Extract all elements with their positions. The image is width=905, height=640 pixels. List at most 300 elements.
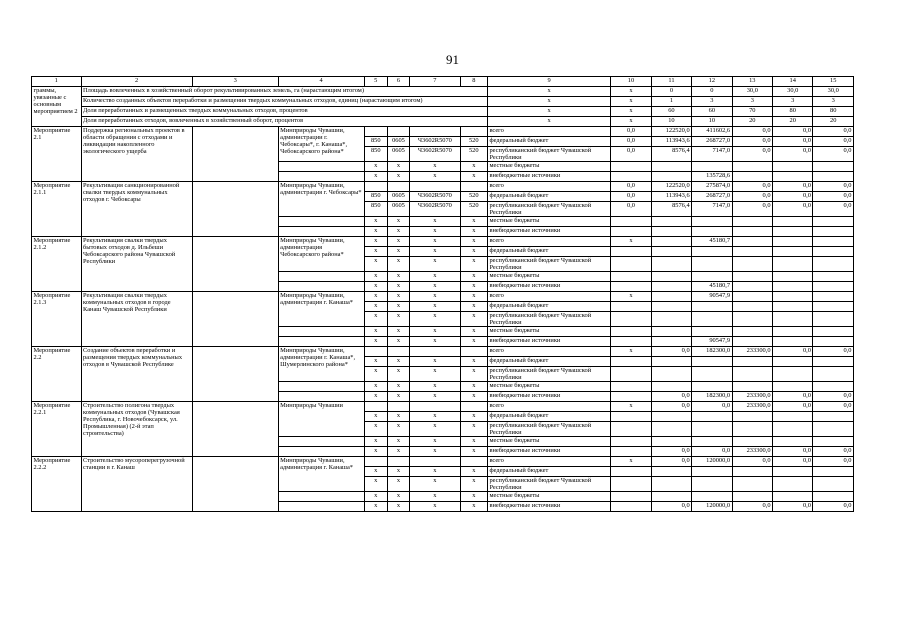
- cell-value: [732, 217, 772, 227]
- expense-type: 520: [460, 192, 487, 202]
- measure-name: Строительство мусороперегрузочной станции в г. Канаш: [81, 457, 192, 512]
- funding-source: местные бюджеты: [487, 162, 610, 172]
- cell-value: [611, 172, 651, 182]
- grbs-code: x: [364, 447, 387, 457]
- cell-value: 8576,4: [651, 202, 691, 217]
- cell-value: [813, 382, 854, 392]
- cell-value: [773, 247, 813, 257]
- cell-value: [692, 367, 732, 382]
- cell-value: [732, 247, 772, 257]
- cell-value: [813, 217, 854, 227]
- cell-value: [773, 357, 813, 367]
- column-number-row: [32, 77, 854, 87]
- section-code: 0605: [387, 137, 409, 147]
- cell-value: [692, 437, 732, 447]
- indicator-row: [32, 117, 854, 127]
- target-code: x: [410, 422, 461, 437]
- cell-value: [611, 392, 651, 402]
- cell-value: 8576,4: [651, 147, 691, 162]
- cell-value: [813, 422, 854, 437]
- measure-name: Рекультивация свалки твердых коммунальных отходов в городе Канаш Чувашской Республики: [81, 292, 192, 347]
- cell-value: [651, 302, 691, 312]
- cell-value: 0,0: [813, 447, 854, 457]
- section-code: [387, 347, 409, 357]
- expense-type: x: [460, 437, 487, 447]
- cell-value: 60: [692, 107, 732, 117]
- cell-value: [692, 477, 732, 492]
- column-number: 6: [387, 77, 409, 87]
- cell-empty: [278, 392, 364, 402]
- section-code: x: [387, 382, 409, 392]
- expense-type: x: [460, 272, 487, 282]
- cell-value: [611, 162, 651, 172]
- cell-value: [611, 502, 651, 512]
- grbs-code: 850: [364, 147, 387, 162]
- cell-value: [611, 227, 651, 237]
- cell-value: [651, 367, 691, 382]
- cell-empty: [278, 172, 364, 182]
- page-number: 91: [446, 52, 459, 67]
- cell-value: [651, 172, 691, 182]
- cell-value: 0,0: [773, 127, 813, 137]
- cell-value: [651, 422, 691, 437]
- cell-value: 0,0: [732, 502, 772, 512]
- cell-value: [732, 337, 772, 347]
- target-code: x: [410, 247, 461, 257]
- cell-value: [651, 312, 691, 327]
- cell-value: [732, 492, 772, 502]
- expense-type: [460, 457, 487, 467]
- section-code: [387, 402, 409, 412]
- cell-value: x: [611, 237, 651, 247]
- cell-value: [611, 217, 651, 227]
- cell-value: x: [611, 117, 651, 127]
- cell-value: 20: [773, 117, 813, 127]
- cell-value: [813, 312, 854, 327]
- table-row: [32, 457, 854, 467]
- cell-value: 0,0: [813, 502, 854, 512]
- funding-source: всего: [487, 402, 610, 412]
- cell-value: [611, 382, 651, 392]
- target-code: x: [410, 172, 461, 182]
- cell-value: [651, 337, 691, 347]
- section-code: x: [387, 247, 409, 257]
- cell-value: [732, 422, 772, 437]
- target-code: x: [410, 162, 461, 172]
- cell-value: [611, 492, 651, 502]
- cell-value: [813, 467, 854, 477]
- grbs-code: 850: [364, 192, 387, 202]
- target-code: x: [410, 367, 461, 382]
- cell-value: [611, 337, 651, 347]
- cell-value: 0,0: [732, 182, 772, 192]
- column-number: 12: [692, 77, 732, 87]
- table-row: [32, 347, 854, 357]
- section-code: [387, 182, 409, 192]
- section-code: 0605: [387, 192, 409, 202]
- cell-value: 3: [813, 97, 854, 107]
- cell-value: [651, 237, 691, 247]
- target-code: x: [410, 257, 461, 272]
- cell-value: x: [611, 87, 651, 97]
- cell-value: 45180,7: [692, 237, 732, 247]
- cell-value: [813, 477, 854, 492]
- cell-value: [813, 257, 854, 272]
- cell-value: [773, 272, 813, 282]
- cell-value: 0,0: [813, 182, 854, 192]
- target-code: x: [410, 392, 461, 402]
- table-row: [32, 127, 854, 137]
- cell-value: 0,0: [773, 392, 813, 402]
- cell-value: [732, 412, 772, 422]
- cell-value: [773, 302, 813, 312]
- grbs-code: x: [364, 477, 387, 492]
- cell-value: 275874,0: [692, 182, 732, 192]
- cell-value: [813, 492, 854, 502]
- expense-type: [460, 402, 487, 412]
- expense-type: x: [460, 282, 487, 292]
- cell-value: [651, 162, 691, 172]
- cell-value: [773, 382, 813, 392]
- cell-value: 30,0: [732, 87, 772, 97]
- cell-value: 90547,9: [692, 292, 732, 302]
- grbs-code: [364, 457, 387, 467]
- cell-value: [813, 237, 854, 247]
- cell-value: [773, 337, 813, 347]
- section-code: x: [387, 477, 409, 492]
- cell-value: 0,0: [651, 402, 691, 412]
- cell-value: [611, 367, 651, 382]
- funding-source: республиканский бюджет Чувашской Республики: [487, 257, 610, 272]
- section-code: x: [387, 237, 409, 247]
- expense-type: 520: [460, 137, 487, 147]
- cell-empty: [278, 217, 364, 227]
- column-number: 14: [773, 77, 813, 87]
- funding-source: местные бюджеты: [487, 437, 610, 447]
- cell-value: x: [487, 87, 610, 97]
- cell-empty: [278, 437, 364, 447]
- section-code: x: [387, 412, 409, 422]
- measure-code: Мероприятие 2.2: [32, 347, 82, 402]
- cell-value: [773, 412, 813, 422]
- cell-value: 0,0: [732, 457, 772, 467]
- column-number: 10: [611, 77, 651, 87]
- grbs-code: x: [364, 502, 387, 512]
- cell-value: [732, 292, 772, 302]
- expense-type: x: [460, 447, 487, 457]
- cell-value: [692, 382, 732, 392]
- target-code: Ч3602R5070: [410, 147, 461, 162]
- target-code: x: [410, 282, 461, 292]
- cell-value: [773, 327, 813, 337]
- cell-value: 0,0: [611, 127, 651, 137]
- funding-source: местные бюджеты: [487, 382, 610, 392]
- cell-value: x: [487, 107, 610, 117]
- cell-value: 10: [692, 117, 732, 127]
- cell-value: [773, 237, 813, 247]
- grbs-code: 850: [364, 137, 387, 147]
- funding-source: республиканский бюджет Чувашской Республики: [487, 477, 610, 492]
- column-number: 1: [32, 77, 82, 87]
- column-number: 8: [460, 77, 487, 87]
- cell-value: [732, 227, 772, 237]
- section-code: x: [387, 357, 409, 367]
- cell-value: [651, 247, 691, 257]
- funding-source: всего: [487, 127, 610, 137]
- grbs-code: [364, 347, 387, 357]
- cell-value: [611, 312, 651, 327]
- cell-value: 268727,0: [692, 137, 732, 147]
- cell-value: 233300,0: [732, 392, 772, 402]
- target-code: x: [410, 272, 461, 282]
- program-table: [31, 76, 854, 512]
- cell-value: [651, 272, 691, 282]
- expense-type: x: [460, 237, 487, 247]
- expense-type: x: [460, 162, 487, 172]
- funding-source: федеральный бюджет: [487, 357, 610, 367]
- expense-type: x: [460, 357, 487, 367]
- cell-value: [692, 467, 732, 477]
- cell-value: [651, 292, 691, 302]
- indicator-name: Количество созданных объектов переработки и размещения твердых коммунальных отходов, единиц (нарастающим итогом): [81, 97, 487, 107]
- expense-type: x: [460, 367, 487, 382]
- expense-type: x: [460, 247, 487, 257]
- cell-value: 0,0: [773, 147, 813, 162]
- cell-value: [813, 272, 854, 282]
- cell-value: [813, 292, 854, 302]
- cell-value: 0,0: [773, 192, 813, 202]
- cell-value: [692, 357, 732, 367]
- cell-value: [732, 162, 772, 172]
- target-code: x: [410, 237, 461, 247]
- cell-value: 0,0: [773, 347, 813, 357]
- cell-value: [611, 467, 651, 477]
- funding-source: внебюджетные источники: [487, 502, 610, 512]
- cell-value: [732, 237, 772, 247]
- cell-value: [732, 367, 772, 382]
- cell-empty: [278, 337, 364, 347]
- cell-value: [611, 257, 651, 272]
- measure-name: Рекультивация санкционированной свалки твердых коммунальных отходов г. Чебоксары: [81, 182, 192, 237]
- measure-empty: [192, 237, 278, 292]
- target-code: x: [410, 302, 461, 312]
- cell-value: 30,0: [773, 87, 813, 97]
- cell-value: 0,0: [732, 137, 772, 147]
- cell-value: 0,0: [611, 137, 651, 147]
- target-code: Ч3602R5070: [410, 202, 461, 217]
- funding-source: федеральный бюджет: [487, 412, 610, 422]
- cell-value: 0,0: [773, 502, 813, 512]
- funding-source: республиканский бюджет Чувашской Республики: [487, 147, 610, 162]
- cell-value: [692, 302, 732, 312]
- grbs-code: x: [364, 392, 387, 402]
- grbs-code: x: [364, 172, 387, 182]
- section-code: x: [387, 492, 409, 502]
- cell-value: [611, 272, 651, 282]
- table-row: [32, 237, 854, 247]
- cell-value: 0,0: [813, 127, 854, 137]
- cell-value: [692, 422, 732, 437]
- cell-value: [651, 412, 691, 422]
- cell-empty: [278, 382, 364, 392]
- cell-value: 122520,0: [651, 127, 691, 137]
- cell-value: [651, 437, 691, 447]
- funding-source: федеральный бюджет: [487, 467, 610, 477]
- measure-name: Строительство полигона твердых коммунальных отходов (Чувашская Республика, г. Новочебоксарск, ул. Промышленная) (2-й этап строительства): [81, 402, 192, 457]
- section-code: x: [387, 282, 409, 292]
- grbs-code: x: [364, 247, 387, 257]
- grbs-code: x: [364, 422, 387, 437]
- expense-type: x: [460, 392, 487, 402]
- grbs-code: 850: [364, 202, 387, 217]
- cell-value: 0,0: [773, 182, 813, 192]
- target-code: x: [410, 312, 461, 327]
- funding-source: местные бюджеты: [487, 217, 610, 227]
- grbs-code: x: [364, 492, 387, 502]
- column-number: 5: [364, 77, 387, 87]
- section-code: [387, 127, 409, 137]
- target-code: x: [410, 357, 461, 367]
- section-code: x: [387, 447, 409, 457]
- cell-value: 0,0: [611, 182, 651, 192]
- cell-value: 30,0: [813, 87, 854, 97]
- cell-value: 80: [773, 107, 813, 117]
- column-number: 3: [192, 77, 278, 87]
- target-code: x: [410, 292, 461, 302]
- cell-value: 0,0: [611, 147, 651, 162]
- cell-value: [773, 292, 813, 302]
- measure-responsible: Минприроды Чувашии, администрация Чебоксарского района*: [278, 237, 364, 272]
- cell-value: 0,0: [732, 192, 772, 202]
- cell-value: 0,0: [813, 192, 854, 202]
- funding-source: местные бюджеты: [487, 327, 610, 337]
- cell-value: 0,0: [773, 447, 813, 457]
- cell-value: [773, 257, 813, 272]
- cell-value: [732, 272, 772, 282]
- cell-value: [773, 172, 813, 182]
- target-code: [410, 182, 461, 192]
- cell-value: [773, 162, 813, 172]
- cell-value: [692, 412, 732, 422]
- cell-value: 0,0: [692, 402, 732, 412]
- expense-type: x: [460, 502, 487, 512]
- cell-value: 0: [692, 87, 732, 97]
- cell-value: [773, 312, 813, 327]
- section-code: [387, 457, 409, 467]
- funding-source: внебюджетные источники: [487, 337, 610, 347]
- grbs-code: x: [364, 412, 387, 422]
- cell-value: [773, 437, 813, 447]
- target-code: [410, 457, 461, 467]
- cell-value: 3: [732, 97, 772, 107]
- measure-code: Мероприятие 2.2.1: [32, 402, 82, 457]
- column-number: 15: [813, 77, 854, 87]
- column-number: 2: [81, 77, 192, 87]
- measure-empty: [192, 292, 278, 347]
- cell-value: [651, 257, 691, 272]
- expense-type: x: [460, 217, 487, 227]
- cell-value: [651, 282, 691, 292]
- cell-value: 80: [813, 107, 854, 117]
- cell-value: 0,0: [651, 392, 691, 402]
- expense-type: x: [460, 227, 487, 237]
- cell-value: 20: [732, 117, 772, 127]
- expense-type: x: [460, 172, 487, 182]
- measure-empty: [192, 182, 278, 237]
- measure-code: Мероприятие 2.2.2: [32, 457, 82, 512]
- indicator-name: Площадь вовлеченных в хозяйственный оборот рекультивированных земель, га (нарастающим итогом): [81, 87, 487, 97]
- target-code: x: [410, 437, 461, 447]
- section-code: x: [387, 367, 409, 382]
- cell-value: [651, 357, 691, 367]
- section-code: x: [387, 302, 409, 312]
- target-code: x: [410, 412, 461, 422]
- cell-value: [813, 367, 854, 382]
- cell-value: [813, 247, 854, 257]
- cell-value: 0,0: [813, 402, 854, 412]
- measure-name: Рекультивация свалки твердых бытовых отходов д. Ильбеши Чебоксарского района Чувашской Республики: [81, 237, 192, 292]
- funding-source: внебюджетные источники: [487, 392, 610, 402]
- cell-empty: [278, 327, 364, 337]
- cell-value: [732, 172, 772, 182]
- funding-source: федеральный бюджет: [487, 302, 610, 312]
- measure-responsible: Минприроды Чувашии, администрации г. Чебоксары*, г. Канаша*, Чебоксарского района*: [278, 127, 364, 162]
- cell-value: 135728,6: [692, 172, 732, 182]
- cell-value: 0,0: [773, 202, 813, 217]
- cell-value: [611, 357, 651, 367]
- section-code: x: [387, 437, 409, 447]
- indicator-name: Доля переработанных и размещенных твердых коммунальных отходов, процентов: [81, 107, 487, 117]
- section-code: x: [387, 327, 409, 337]
- target-code: x: [410, 382, 461, 392]
- column-number: 9: [487, 77, 610, 87]
- cell-value: [692, 162, 732, 172]
- section-code: x: [387, 467, 409, 477]
- funding-source: внебюджетные источники: [487, 282, 610, 292]
- funding-source: внебюджетные источники: [487, 227, 610, 237]
- cell-value: [773, 367, 813, 382]
- cell-value: x: [611, 347, 651, 357]
- measure-responsible: Минприроды Чувашии, администрация г. Чебоксары*: [278, 182, 364, 217]
- cell-value: [813, 162, 854, 172]
- cell-value: x: [611, 402, 651, 412]
- cell-value: [611, 302, 651, 312]
- section-code: 0605: [387, 202, 409, 217]
- target-code: x: [410, 227, 461, 237]
- grbs-code: x: [364, 282, 387, 292]
- indicator-name: Доля переработанных отходов, вовлеченных в хозяйственный оборот, процентов: [81, 117, 487, 127]
- indicators-group-label: граммы, увязанные с основным мероприятием 2: [32, 87, 82, 127]
- expense-type: x: [460, 292, 487, 302]
- funding-source: внебюджетные источники: [487, 172, 610, 182]
- cell-value: 268727,0: [692, 192, 732, 202]
- cell-value: 122520,0: [651, 182, 691, 192]
- expense-type: [460, 347, 487, 357]
- cell-value: [813, 437, 854, 447]
- measure-responsible: Минприроды Чувашии, администрация г. Канаша*: [278, 292, 364, 327]
- target-code: x: [410, 327, 461, 337]
- section-code: x: [387, 172, 409, 182]
- expense-type: [460, 182, 487, 192]
- cell-empty: [278, 162, 364, 172]
- target-code: Ч3602R5070: [410, 137, 461, 147]
- funding-source: федеральный бюджет: [487, 192, 610, 202]
- section-code: x: [387, 257, 409, 272]
- cell-value: [732, 312, 772, 327]
- section-code: x: [387, 312, 409, 327]
- cell-value: [692, 217, 732, 227]
- measure-empty: [192, 347, 278, 402]
